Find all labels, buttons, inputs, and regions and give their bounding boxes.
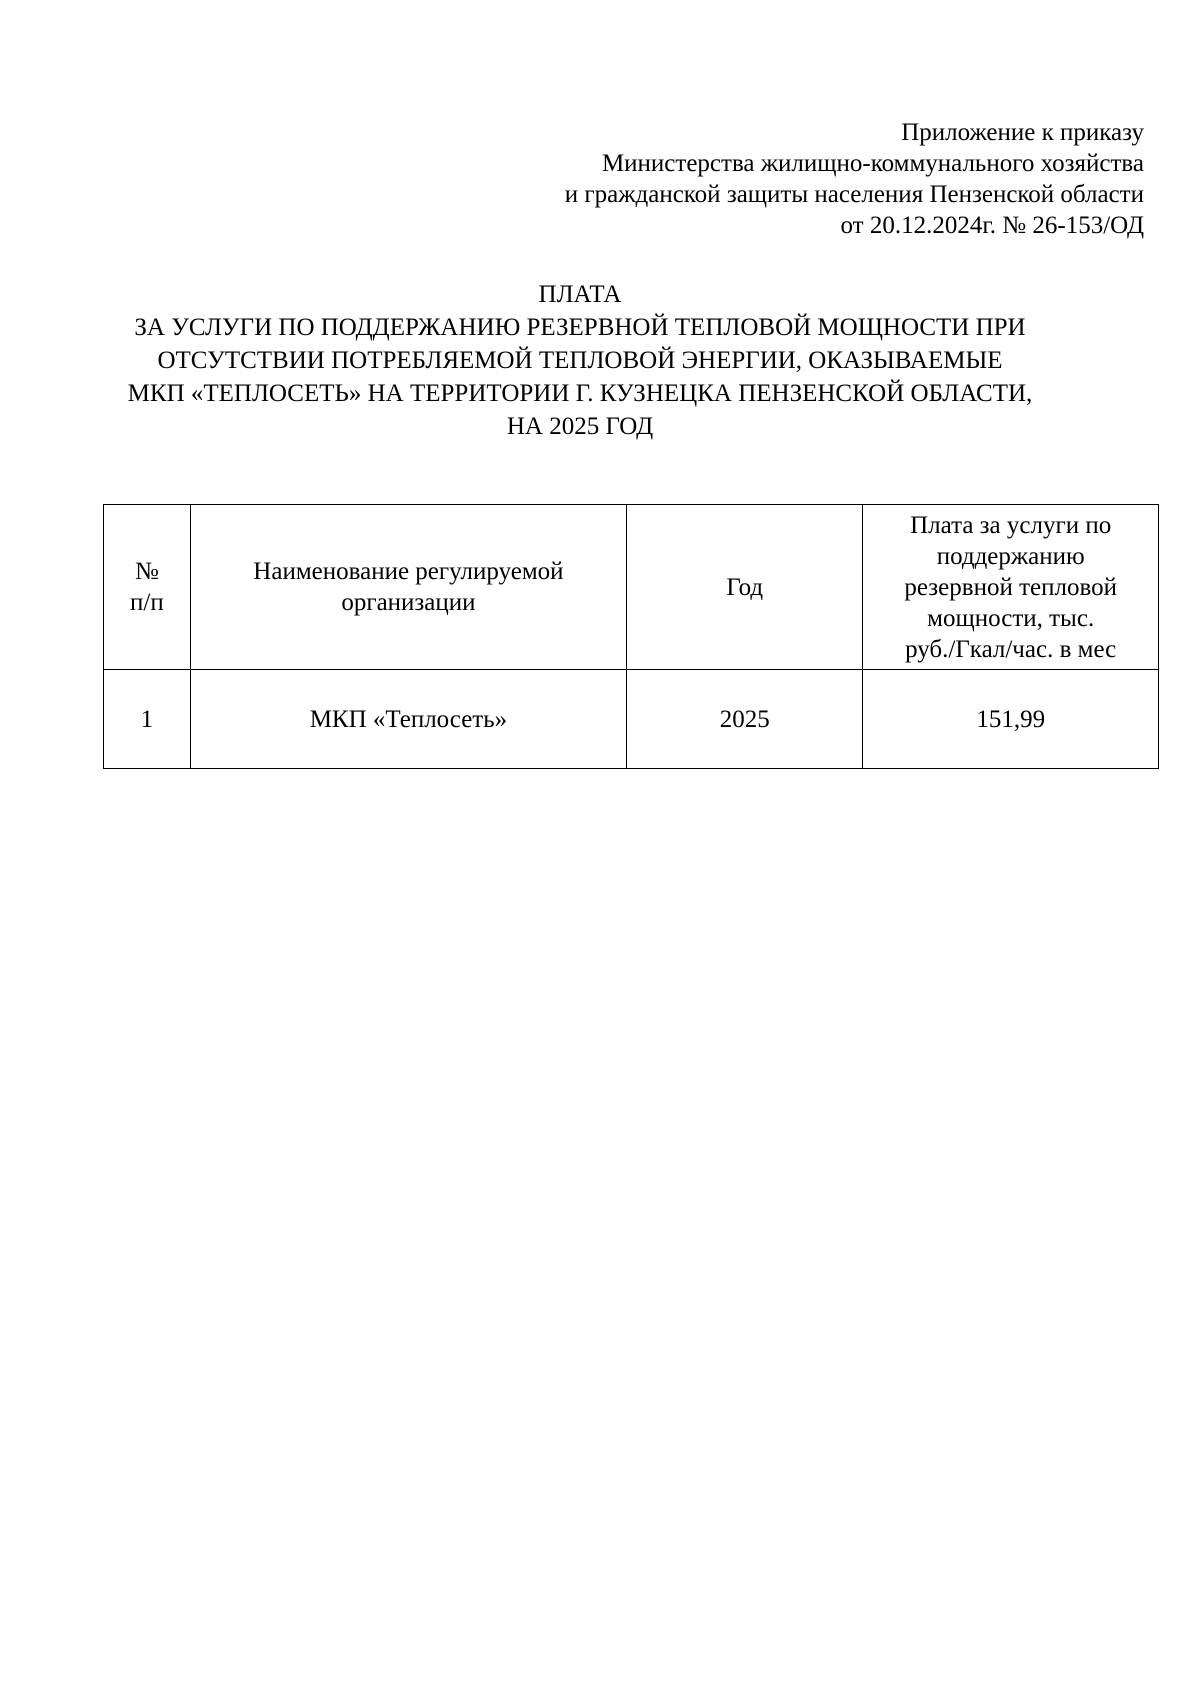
document-title xyxy=(80,278,1080,443)
header-number xyxy=(104,505,191,670)
header-organization xyxy=(190,505,626,670)
header-fee-line: резервной тепловой xyxy=(904,573,1117,601)
title-line: ЗА УСЛУГИ ПО ПОДДЕРЖАНИЮ РЕЗЕРВНОЙ ТЕПЛОВОЙ МОЩНОСТИ ПРИ xyxy=(134,314,1026,341)
cell-number: 1 xyxy=(104,670,191,769)
header-fee-line: Плата за услуги по xyxy=(910,511,1112,539)
fee-table xyxy=(103,504,1159,769)
header-fee-line: поддержанию xyxy=(936,542,1085,570)
title-line: ОТСУТСТВИИ ПОТРЕБЛЯЕМОЙ ТЕПЛОВОЙ ЭНЕРГИИ, ОКАЗЫВАЕМЫЕ xyxy=(157,347,1003,374)
header-organization-line: Наименование регулируемой xyxy=(253,558,564,585)
header-fee xyxy=(863,505,1159,670)
appendix-line: Приложение к приказу xyxy=(901,119,1144,146)
table-row xyxy=(104,670,1159,769)
appendix-line: Министерства жилищно-коммунального хозяйства xyxy=(601,150,1144,177)
title-line: МКП «ТЕПЛОСЕТЬ» НА ТЕРРИТОРИИ Г. КУЗНЕЦКА ПЕНЗЕНСКОЙ ОБЛАСТИ, xyxy=(127,380,1033,407)
table-header-row xyxy=(104,505,1159,670)
header-organization-line: организации xyxy=(341,589,476,616)
title-line: НА 2025 ГОД xyxy=(506,413,654,440)
header-fee-line: руб./Гкал/час. в мес xyxy=(905,635,1117,663)
header-number-line: № xyxy=(134,558,159,585)
title-line: ПЛАТА xyxy=(538,281,622,308)
cell-year: 2025 xyxy=(627,670,863,769)
cell-organization: МКП «Теплосеть» xyxy=(190,670,626,769)
appendix-order-reference: от 20.12.2024г. № 26-153/ОД xyxy=(840,212,1144,239)
header-year xyxy=(627,505,863,670)
header-year-label: Год xyxy=(726,573,764,601)
header-fee-line: мощности, тыс. xyxy=(927,604,1095,632)
appendix-header xyxy=(444,117,1144,241)
header-number-line: п/п xyxy=(130,589,164,616)
appendix-line: и гражданской защиты населения Пензенской области xyxy=(564,181,1144,208)
cell-fee: 151,99 xyxy=(863,670,1159,769)
